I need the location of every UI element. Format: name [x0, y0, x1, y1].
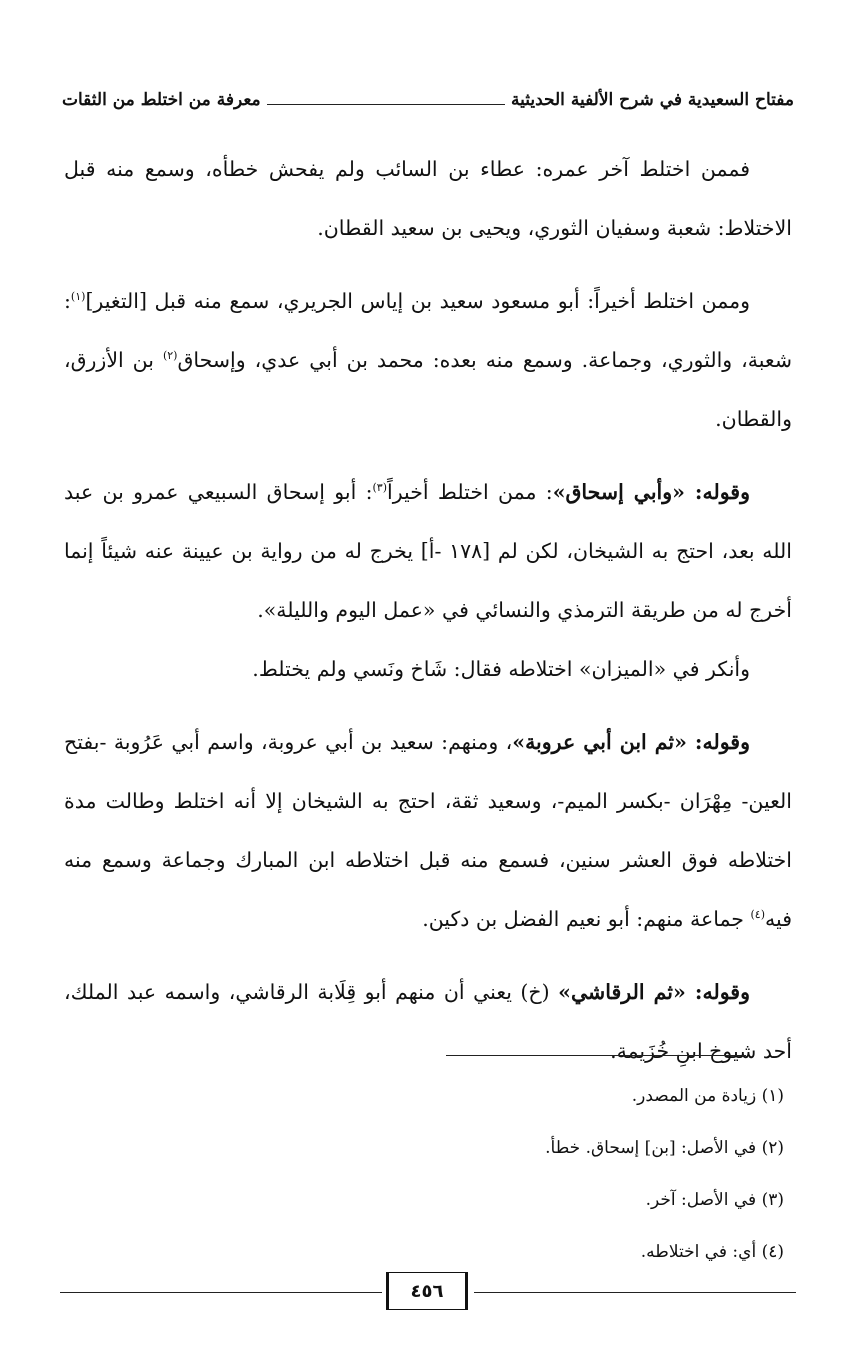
footnote-ref-2[interactable]: (٢) [162, 349, 178, 363]
footnote-4: (٤) أي: في اختلاطه. [640, 1242, 784, 1262]
paragraph-text: : ممن اختلط أخيراً [387, 480, 553, 504]
page-number: ٤٥٦ [386, 1272, 468, 1310]
footer-rule-left [60, 1292, 382, 1293]
paragraph-text: (خ) يعني أن منهم أبو قِلَابة الرقاشي، واسمه عبد الملك، أحد شيوخ ابنِ خُزَيمة. [64, 980, 792, 1063]
paragraph-4 [64, 640, 792, 699]
paragraph-text: : أبو إسحاق السبيعي عمرو بن عبد الله بعد، احتج به الشيخان، لكن لم [١٧٨ -أ] يخرج له من رواية بن عيينة عنه شيئاً إنما أخرج له من طريقة الترمذي والنسائي في «عمل اليوم والليلة». [64, 480, 792, 622]
running-header [62, 82, 794, 118]
footnote-2: (٢) في الأصل: [بن] إسحاق. خطأ. [545, 1138, 784, 1158]
book-title: مفتاح السعيدية في شرح الألفية الحديثية [511, 90, 794, 110]
paragraph-2 [64, 272, 792, 449]
paragraph-text: ، ومنهم: سعيد بن أبي عروبة، واسم أبي عَرُوبة -بفتح العين- مِهْرَان -بكسر الميم-، وسعيد ثقة، احتج به الشيخان إلا أنه اختلط وطالت مدة اختلاطه فوق العشر سنين، فسمع منه قبل اختلاطه ابن المبارك وجماعة وسمع منه فيه [64, 730, 792, 931]
paragraph-6 [64, 963, 792, 1081]
paragraph-5 [64, 713, 792, 949]
quoted-term: وقوله: «وأبي إسحاق» [552, 480, 750, 504]
paragraph-text: فممن اختلط آخر عمره: عطاء بن السائب ولم يفحش خطأه، وسمع منه قبل الاختلاط: شعبة وسفيان الثوري، ويحيى بن سعيد القطان. [64, 157, 792, 240]
quoted-term: وقوله: «ثم الرقاشي» [558, 980, 751, 1004]
footnote-ref-1[interactable]: (١) [70, 290, 86, 304]
body-text [64, 140, 792, 1081]
page-footer [60, 1272, 796, 1312]
header-separator [267, 104, 505, 105]
paragraph-text: وأنكر في «الميزان» اختلاطه فقال: شَاخ ونَسي ولم يختلط. [252, 657, 750, 681]
paragraph-text: بن الأزرق، والقطان. [64, 348, 792, 431]
footnote-ref-4[interactable]: (٤) [750, 908, 766, 922]
footnote-divider [446, 1055, 746, 1056]
paragraph-3 [64, 463, 792, 640]
footnote-ref-3[interactable]: (٣) [372, 481, 388, 495]
paragraph-1 [64, 140, 792, 258]
footnote-1: (١) زيادة من المصدر. [631, 1086, 784, 1106]
chapter-title: معرفة من اختلط من الثقات [62, 90, 261, 110]
paragraph-text: جماعة منهم: أبو نعيم الفضل بن دكين. [422, 907, 751, 931]
footnote-3: (٣) في الأصل: آخر. [645, 1190, 784, 1210]
paragraph-text: : شعبة، والثوري، وجماعة. وسمع منه بعده: محمد بن أبي عدي، وإسحاق [64, 289, 792, 372]
paragraph-text: وممن اختلط أخيراً: أبو مسعود سعيد بن إياس الجريري، سمع منه قبل [التغير] [85, 289, 750, 313]
footnotes [430, 1070, 784, 1278]
quoted-term: وقوله: «ثم ابن أبي عروبة» [512, 730, 750, 754]
footer-rule-right [474, 1292, 796, 1293]
